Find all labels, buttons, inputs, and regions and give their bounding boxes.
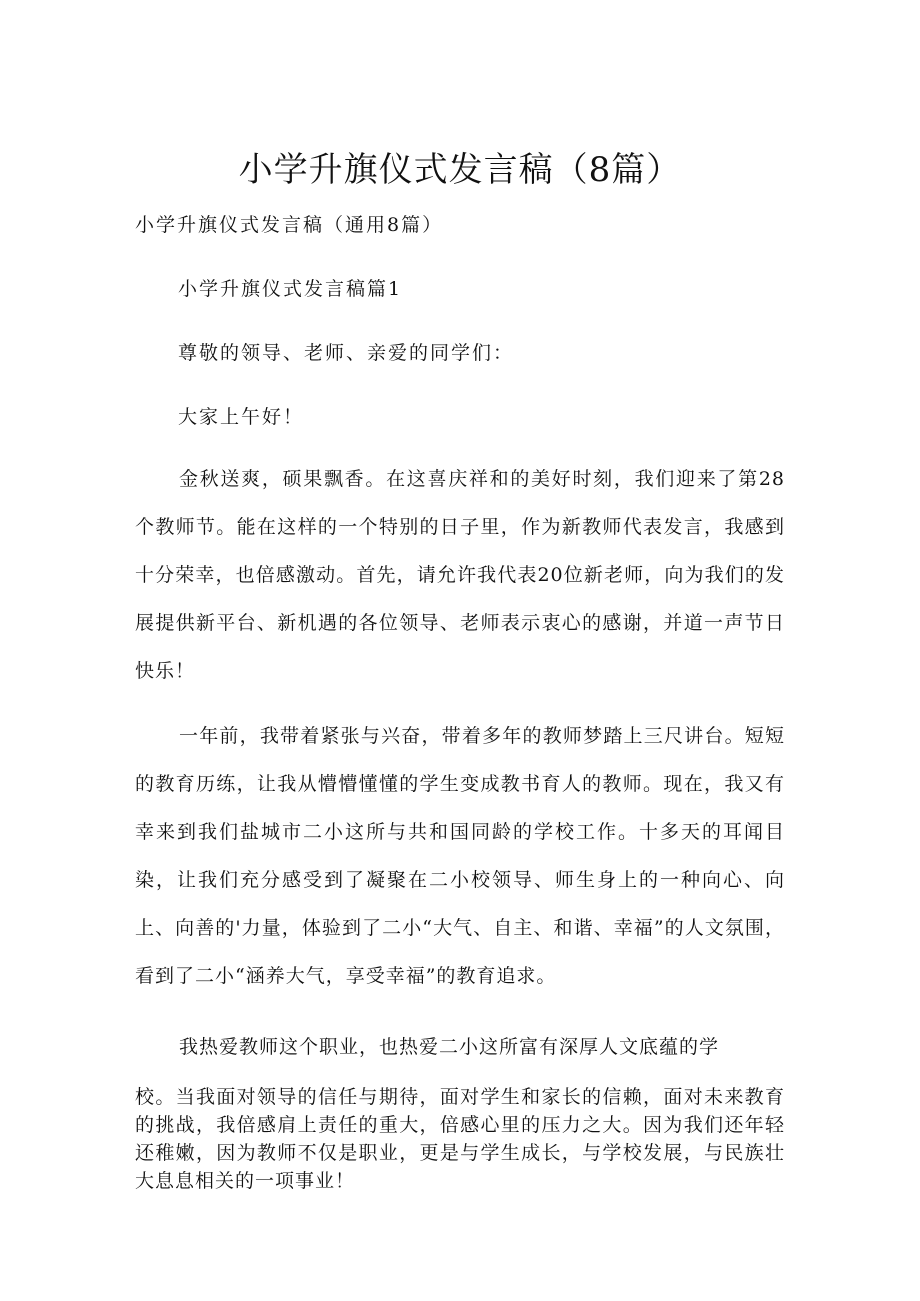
paragraph-2: 一年前，我带着紧张与兴奋，带着多年的教师梦踏上三尺讲台。短短的教育历练，让我从懵懵懂懂的学生变成教书育人的教师。现在，我又有幸来到我们盐城市二小这所与共和国同龄的学校工作。十多天的耳闻目染，让我们充分感受到了凝聚在二小校领导、师生身上的一种向心、向上、向善的'力量，体验到了二小“大气、自主、和谐、幸福”的人文氛围，看到了二小“涵养大气，享受幸福”的教育追求。 xyxy=(135,725,785,987)
section-heading: 小学升旗仪式发言稿篇1 xyxy=(178,278,403,300)
document-title: 小学升旗仪式发言稿（8篇） xyxy=(238,150,682,190)
paragraph-3-first-line: 我热爱教师这个职业，也热爱二小这所富有深厚人文底蕴的学 xyxy=(179,1036,720,1058)
greeting: 大家上午好！ xyxy=(178,406,305,428)
paragraph-3-continuation: 校。当我面对领导的信任与期待，面对学生和家长的信赖，面对未来教育的挑战，我倍感肩上责任的重大，倍感心里的压力之大。因为我们还年轻还稚嫩，因为教师不仅是职业，更是与学生成长，与学校发展，与民族壮大息息相关的一项事业！ xyxy=(135,1086,785,1192)
salutation: 尊敬的领导、老师、亲爱的同学们： xyxy=(178,342,515,364)
document-subtitle: 小学升旗仪式发言稿（通用8篇） xyxy=(135,214,444,236)
paragraph-1: 金秋送爽，硕果飘香。在这喜庆祥和的美好时刻，我们迎来了第28个教师节。能在这样的一个特别的日子里，作为新教师代表发言，我感到十分荣幸，也倍感激动。首先，请允许我代表20位新老师，向为我们的发展提供新平台、新机遇的各位领导、老师表示衷心的感谢，并道一声节日快乐！ xyxy=(135,468,785,682)
